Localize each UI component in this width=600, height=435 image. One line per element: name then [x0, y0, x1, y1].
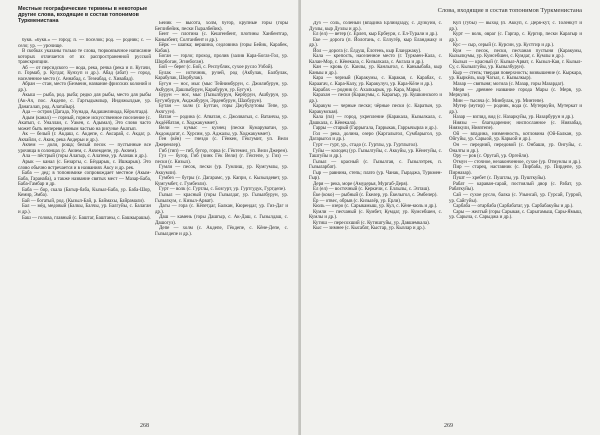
dictionary-entry: Дагы — гора (с. Кёпетдаг, Балкан, Кюрендаг, ур. Гиз-Даг и др.). — [155, 204, 288, 215]
dictionary-entry: Гол — река, долина, озеро (Каргалыгол, Сумбарыгол, ур. Дагарыгол и др.). — [309, 131, 442, 143]
dictionary-entry: Акчем — доли, роща; белый песок — пустынные все урочища в солонцах (с. Акчем, с. Акчемдепе, ур. Акчем). — [18, 143, 151, 154]
dictionary-entry: Карабах — родник (с. Ахалкырык, ур. Кара, Мары). — [313, 87, 422, 93]
left-page — [0, 0, 299, 435]
dictionary-entry: Ёке (коко) — рыбный (с. Ёкелер, ур. Ёкелыгол, с. Эмбелер). — [313, 192, 438, 198]
dictionary-entry: Арык — канал (с. Безаргы, с. Бёздарык, с. Ишкарык). Это слово обычно встречается и в названиях Аксу и др. рек. — [18, 160, 151, 171]
dictionary-entry: Мерв — древнее название города Мары (с. Мерв, ур. Меркули). — [449, 87, 582, 99]
page-number-left: 268 — [140, 423, 149, 429]
dictionary-entry: Гумли — песок, пески (ур. Гумлиш, ур. Кумгумлы, ур. Аккумли). — [155, 165, 288, 176]
dictionary-entry: Кюль — озеро (с. Сарыкамыш, ур. Кул, с. Кёне-кюль и др.). — [313, 204, 438, 210]
dictionary-entry: Ада — остров (Дагада, Узунада, Акдашелинада, Кёролтада). — [22, 110, 149, 116]
right-page-column-1 — [309, 21, 442, 421]
dictionary-entry: Кум — песок, пески, песчаная пустыня (Каракумы, Кызылкумы, ур. Кумсебшен, с. Кумдаг, с. Кумлы и др.). — [449, 48, 582, 60]
dictionary-entry: Ой — впадина, низменность, котловина (Ой-Балкан, ур. Ойгуйы, ур. Сарыой, ур. Карыой и др.). — [449, 131, 582, 143]
dictionary-entry: Бент — плотина (с. Кешгенбент, плотины Ханбентгар, Канызбент, Солтанбент и др.). — [155, 32, 288, 43]
dictionary-entry: Ел (ел) — ветер (с. Ерлеп, кыр Ербеури, с. Ел-Турали и др.). — [313, 32, 439, 38]
dictionary-entry: Пир — старец, наставник (с. Пирбаба, ур. Пирдепе, ур. Пирназар). — [449, 165, 582, 176]
dictionary-entry: Депе — холм (с. Акдепе, Гёкдепе, с. Кёне-Депе, с. Гызылдепе и др.). — [155, 226, 288, 237]
dictionary-entry: Ниязы — благодарение; ниспосланное (с. Ниязабад, Ниязкули, Ниязтепе). — [449, 120, 582, 132]
dictionary-entry: Каракум — черные пески; чёрные пески (с. Каратын, ур. Каракумская). — [309, 104, 442, 115]
dictionary-entry: Гарры — старый (Гаррыгала, Гаррыкак, Гаррычырла и др.). — [313, 126, 438, 132]
dictionary-entry: Кала — крепость, населенное место (г. Туркмен-Кала, с. Калаи-Мор, с. Кёнекала, с. Кизылкала, с. Акгала и др.). — [309, 54, 442, 65]
dictionary-entry: Отмун — сточное, незаконченное, сухое (ур. Отмунлы и др.). — [453, 159, 582, 165]
dictionary-entry: Кан — кровь (с. Канлы, ур. Канлыгол, с. Каныыбаба, кыр Каныы и др.). — [309, 65, 442, 76]
dictionary-entry: Гыр — равнина, степь; плато (ур. Чанак, Гыраджа, Туркмен-Гыр). — [309, 170, 442, 182]
dictionary-entry: Пушт — хребет (с. Пуштлы, ур. Пушткуйы). — [453, 176, 547, 182]
dictionary-entry: Кумли — песчаный (с. Кумбет, Кумдаг, ур. Кумсебшен, с. Кумлы и др.). — [309, 209, 442, 221]
dictionary-entry: Даш — камень (горы Дашгыр, с. Ак-Даш, с. Гызылдаш, с. Дашогуз). — [155, 215, 288, 226]
right-page-column-2 — [449, 21, 582, 421]
dictionary-entry: Ел (ел) — восточный (с. Керкичи, с. Еллылы, с. Элташ). — [313, 187, 431, 193]
dictionary-entry: Кус — сыр, серый (с. Курсин, ур. Кустгир и др.). — [453, 43, 555, 49]
dictionary-entry: Сарбаба — отарбаба (Сарбабатаг, ур. Сарбабакуйы и др.). — [453, 204, 574, 210]
dictionary-entry: Мутер (мутир) — родник, вода (с. Мутеркуйи, Мутеркат и др.). — [449, 104, 582, 115]
dictionary-entry: Сай — сухое русло, балка (с. Узынсай, ур. Гурсай, Гуррой, ур. Сайгуйы). — [449, 192, 582, 204]
page-number-right: 269 — [444, 423, 453, 429]
dictionary-entry: Гурт — гурт, ур., стадо (с. Гуртлы, ур. Гуртлыгол). — [313, 143, 419, 149]
dictionary-entry: Рабат — караван-сарай, постоялый двор (с. Рабат, ур. Рабаткуйы). — [449, 181, 582, 193]
dictionary-entry: Мин — тысяча (с. Минбулак, ур. Минтепе). — [453, 98, 545, 104]
dictionary-entry: Гиб (гип) — гиб, бугор, горка (с. Гёктемел, уп. Вели Джерен). — [159, 148, 288, 154]
dictionary-entry: Ак — белый (г. Акдаш, с. Акдепе, с. Аксарай, с. Акдаг, р. Акчайли, с. Акик, река Акдерьи и др.). — [18, 132, 151, 143]
dictionary-entry: Боган — горло; проход, пролив (залив Кара-Богаз-Гол, ур. Шорбоган, Эгинбоган). — [155, 54, 288, 65]
dictionary-entry: Дуз — соль, соленый (впадина Ерлийдзаду, с. Дузкуйи, с. Дузлы, кыр Дузлы и др.). — [309, 21, 442, 32]
dictionary-entry: Курт — волк, овраг (с. Гаргар, с. Кургир, пески Карагыр и др.). — [449, 32, 582, 43]
dictionary-entry: Мазар — святыня; могила (с. Мазар, горы Мазардаг). — [453, 82, 565, 88]
left-page-column-1 — [18, 38, 151, 420]
dictionary-entry: Кала (пл) — город, укрепление (Каракала, Кызылкала, с. Дашкала, с. Кёнекала). — [309, 115, 442, 126]
dictionary-entry: Булак — источник, ручей, род (Акбулак, Балбулак, Карабулак, Шорбулак). — [155, 70, 288, 82]
dictionary-entry: Ген (кён) — гнездо (с. Гёнкен, Гёкгумит, уп. Вели Джеренлер). — [155, 137, 288, 149]
dictionary-entry: Кыр — степь; твердая поверхность; возвышение (с. Кыркара, ур. Кыркёль, кыр Чагыл, с. Кызылкыр). — [449, 70, 582, 82]
dictionary-entry: Бай — богатый, род. (Кызыл-Бай, р. Баймахы, Байрамали). — [22, 198, 145, 204]
dictionary-entry: Кыс — зимнее (с. Кысабат, Кыстар, ур. Кызлар и др.). — [313, 226, 426, 232]
dictionary-entry: Бёрк — шапка; вершина, седловина (горы Бейик, Карабек, Кабак). — [155, 43, 288, 54]
dictionary-entry: Он — передний, передовой (с. Онбаши, ур. Онгуйы, с. Оналты и др.). — [449, 143, 582, 154]
dictionary-entry: Абран — стан, место (Безмеин, название фрисских колоний и др.). — [18, 82, 151, 93]
dictionary-entry: Ала — пёстрый (горы Алагыр, с. Алатеке, ур. Алачак и др.). — [22, 154, 148, 160]
left-page-column-2 — [155, 21, 288, 421]
right-page — [301, 0, 600, 435]
dictionary-entry: Бал — мёд, медовый (Балкы, Балчы, ур. Балгуйы, с. Балаган и др.). — [18, 204, 151, 215]
dictionary-entry: В скобках указаны только те слова, тюркоязычное написание которых отличается от их распространенной русской транскрипции. — [18, 49, 151, 66]
dictionary-entry: Гурт — волк (с. Гуртлы, с. Бозгурт, ур. Гуртгудук, Гуртдепе). — [159, 187, 287, 193]
running-head: Слова, входящие в состав топонимов Туркменистана — [437, 7, 582, 14]
dictionary-entry: Гуйы — колодец (ур. Гызылгуйы, с. Аккуйы, ур. Кёнегуйы, с. Ташгуйы и др.). — [309, 148, 442, 160]
dictionary-entry: Вели — кумыс — кузнец (пески Кумаруватан, ур. Акдождагат, с. Хурсим, ур. Аджалы, ур. Ходжакуммет). — [155, 126, 288, 137]
dictionary-entry: Акыш — рыба, род. рыба; редко для рыбы, место для рыбы (Ак-Ач, пос. Акдепе, с. Гаргыдымлыр, Индижылдые, ур. Данагалап, род. Алатайыр). — [18, 93, 151, 110]
dictionary-entry: Кызыл — красный (г. Кызыл-Арват, с. Кызыл-Кая, г. Кызыл-Су, с. Кызылгуйы, ур. Кызылбурун). — [449, 59, 582, 71]
dictionary-entry: Бутан — холм (г. Бугтан, горы Джубулутовы Тепе, ур. Акчгуун). — [155, 104, 288, 115]
dictionary-entry: Бурун — нос, мыс (Гызылбурун, Кербурун, Ашбурун, ур. Бугунбурун, Акджабурун, Эрденбурун, Шахбурун). — [155, 93, 288, 104]
dictionary-entry: Назар — взгляд, вид (с. Назаркуйы, ур. Назарбурун и др.). — [453, 115, 575, 121]
dictionary-entry: Аб — от персидского — вода, река, речка (река и п. Кугачи, п. Гормаб, р. Кугдаг, Кунхуп и др.). Абад (абат) — город, населенное место (с. Аннабад, с. Тезеабад, с. Хивабад). — [18, 65, 151, 82]
dictionary-entry: Карахан — пески (Каракумы, с. Карагыр, ур. Кушкинского и др.). — [309, 93, 442, 104]
section-heading: Местные географические термины в некоторые другие слова, входящие в состав топонимов Туркменистана — [18, 6, 148, 24]
dictionary-entry: Гумбез — бугры (с. Дагарамс, ур. Капри, с. Кызылдевет, ур. Кумгумбет, с. Гумбезли). — [155, 176, 288, 187]
dictionary-entry: Баба — дед; в топонимике сопровождает местное (Акым-Баба, Гаранаба), а также название святых мест — Мазар-Баба, Баба-Гамбар и др. — [18, 171, 151, 188]
dictionary-entry: Сары — желтый (горы Сарыкая, с. Сарыгамыш, Сары-Ямыш, ур. Сарыча, с. Сарыджа и др.). — [449, 209, 582, 221]
dictionary-entry: Гуз — бугор, Гиб (чинк Гёк Вели) (г. Гёктепе, у. Гиз) — пески (с. Кизыл). — [155, 154, 288, 165]
dictionary-entry: Бугун — нос, мыс (мыс Тейнимбурун, с. Джилибурун, ур. Акбурун, Дашлыбурун, Карабурун, ур. Бугун). — [155, 82, 288, 93]
dictionary-entry: Гызыл — красный (с. Гызылгая, с. Гызылэтрек, п. Гызыларбат). — [309, 159, 442, 171]
dictionary-entry: Бой — берег (с. Бой, с. Республик, сухое русло Узбой). — [159, 65, 274, 71]
dictionary-entry: Ору — ров (с. Орутай, ур. Оргейли). — [453, 154, 530, 160]
dictionary-entry: Ёр — отвес, обрыв (с. Кизылёр, ур. Ерли). — [313, 198, 402, 204]
dictionary-entry: Гызыл — красный (горы Гызылдаг, ур. Гызылбурун, ур. Гызылкум, с. Кизыл-Арват). — [155, 192, 288, 204]
dictionary-entry: Ватан — родина (с. Атватан, с. Джолвагыл, с. Ватанчы, ур. Акдёёбатан, с. Ходжакуммет). — [155, 115, 288, 126]
dictionary-entry: Еке — дорога (п. Йолотань, с. Еллугёр, кыр Еланджаку и др.). — [309, 37, 442, 49]
dictionary-entry: Деря — река, море (Амудерья, Мургаб-Деря). — [313, 181, 409, 187]
dictionary-entry: Куп (губы) — выход (п. Аккуп, с. Деря-кут, с. Толенкут и др.). — [449, 21, 582, 32]
dictionary-entry: Кутиш — пересохший (с. Кутишгуйы, ур. Давшемкала). — [313, 220, 430, 226]
dictionary-entry: Кара — черный (Каракумы, с. Каракая, с. Карабах, с. Караагач, с. Кара-Калу, ур. Каракулуч, ур. Кара-Кёле и др.). — [309, 76, 442, 88]
dictionary-entry: Баш — голова, главный (с. Баштаг, Баштаны, с. Башкырашы). — [22, 215, 151, 221]
dictionary-entry: Адым (канал) — горный, горное искусственное поселение (с. Акатып, с. Уналлаи, с. Уакен, с. Адымал), Это слово часто может быть непереведенным частью на рисунке Акатып. — [18, 115, 151, 132]
dictionary-entry: Йол — дорога (с. Ёлдуш, Ёлотень, кыр Еланджаку). — [313, 48, 422, 54]
dictionary-entry: Бейик — высота, холм, бугор, крупные горы (горы Беглибейик, пески Гыралбейик). — [155, 21, 288, 32]
dictionary-entry: букв. «букв.» — город; п. — поселок; род. — родник; с. — село; ур. — урочище. — [18, 38, 151, 49]
dictionary-entry: Баба — бор, скала (Багыр-баба, Кызыл-Баба, ур. Баба-Шор, Кемир, Эмба). — [18, 187, 151, 199]
